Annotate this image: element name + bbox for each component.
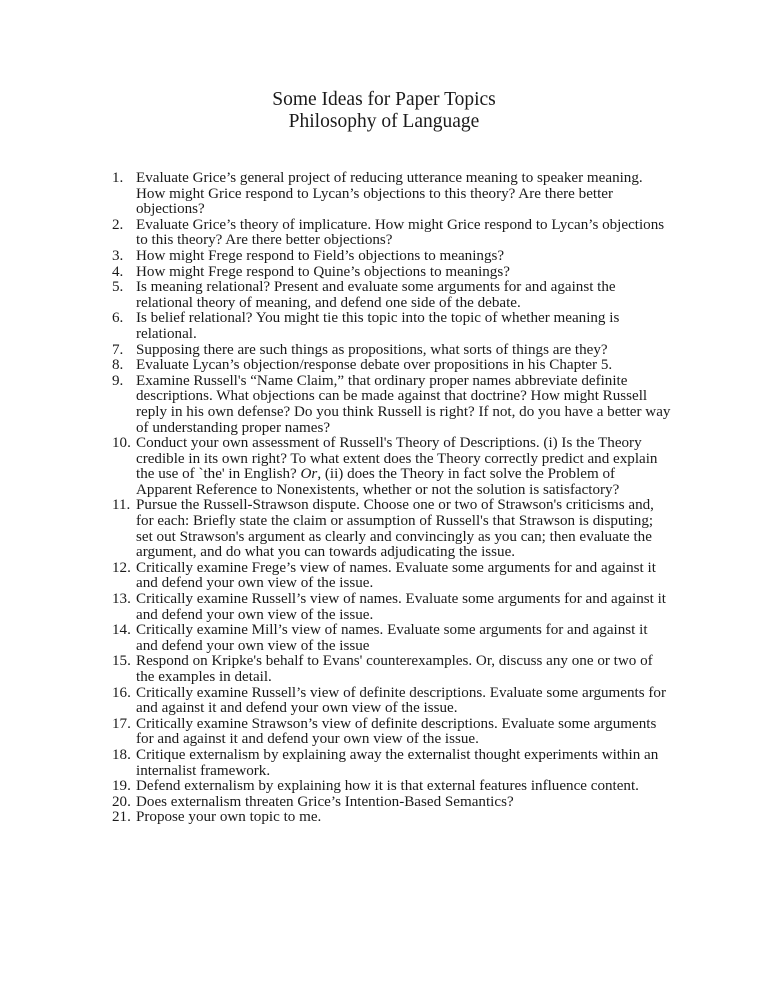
topic-item: [112, 249, 672, 265]
topic-text-part: , (ii) does the Theory in fact solve the Problem of Apparent Reference to Nonexistents, whether or not the solution is satisfactory?: [136, 466, 620, 498]
document-title: Some Ideas for Paper Topics: [272, 89, 496, 110]
topic-text: Evaluate Grice’s general project of reducing utterance meaning to speaker meaning. How might Grice respond to Lycan’s objections to this theory? Are there better objections?: [136, 170, 643, 218]
topic-text: Pursue the Russell-Strawson dispute. Choose one or two of Strawson's criticisms and, for each: Briefly state the claim or assumption of Russell's that Strawson is disputing; set out Strawson's argument as clearly and convincingly as you can; then evaluate the argument, and do what you can towards adjudicating the issue.: [136, 497, 654, 561]
title-block: [0, 89, 768, 133]
topic-number: 20.: [112, 793, 131, 810]
topic-text: Evaluate Lycan’s objection/response debate over propositions in his Chapter 5.: [136, 357, 613, 374]
topic-item: [112, 311, 672, 342]
topic-number: 18.: [112, 746, 131, 763]
topic-item: [112, 623, 672, 654]
topic-item: [112, 171, 672, 218]
topic-number: 16.: [112, 684, 131, 701]
topic-text: Critically examine Strawson’s view of definite descriptions. Evaluate some arguments for and against it and defend your own view of the issue.: [136, 715, 657, 748]
topic-number: 3.: [112, 247, 124, 264]
topic-item: [112, 436, 672, 498]
topic-item: [112, 686, 672, 717]
topic-item: [112, 358, 672, 374]
topic-list: [112, 171, 672, 826]
topic-number: 19.: [112, 778, 131, 795]
topic-number: 17.: [112, 715, 131, 732]
topic-text-emphasis: Or: [300, 466, 318, 483]
topic-item: [112, 498, 672, 560]
topic-number: 14.: [112, 622, 131, 639]
topic-number: 9.: [112, 372, 124, 389]
topic-number: 13.: [112, 591, 131, 608]
topic-text: Is belief relational? You might tie this topic into the topic of whether meaning is relational.: [136, 310, 620, 342]
document-subtitle: Philosophy of Language: [288, 111, 480, 132]
topic-number: 11.: [112, 497, 131, 514]
topic-text: How might Frege respond to Field’s objections to meanings?: [136, 247, 505, 264]
topic-number: 15.: [112, 653, 131, 670]
topic-text: Supposing there are such things as propositions, what sorts of things are they?: [136, 341, 608, 358]
topic-item: [112, 810, 672, 826]
topic-text: Examine Russell's “Name Claim,” that ordinary proper names abbreviate definite descriptions. What objections can be made against that doctrine? How might Russell reply in his own defense? Do you think Russell is right? If not, do you have a better way of understanding proper names?: [136, 372, 671, 436]
topic-text: Propose your own topic to me.: [136, 809, 322, 826]
topic-item: [112, 654, 672, 685]
topic-number: 8.: [112, 357, 124, 374]
topic-item: [112, 218, 672, 249]
topic-number: 21.: [112, 809, 131, 826]
topic-text: Does externalism threaten Grice’s Intention-Based Semantics?: [136, 793, 514, 810]
topic-item: [112, 779, 672, 795]
topic-item: [112, 561, 672, 592]
topic-item: [112, 748, 672, 779]
topic-text-part: Conduct your own assessment of Russell's Theory of Descriptions. (i) Is the Theory credible in its own right? To what extent does the Theory correctly predict and explain the use of `the' in English?: [136, 435, 658, 483]
topic-item: [112, 374, 672, 436]
topic-text: Is meaning relational? Present and evaluate some arguments for and against the relational theory of meaning, and defend one side of the debate.: [136, 279, 616, 311]
topic-number: 1.: [112, 170, 124, 186]
topic-text: Respond on Kripke's behalf to Evans' counterexamples. Or, discuss any one or two of the examples in detail.: [136, 653, 653, 685]
topic-number: 10.: [112, 435, 131, 452]
topic-item: [112, 280, 672, 311]
topic-number: 7.: [112, 341, 124, 358]
topic-number: 6.: [112, 310, 124, 327]
topic-text: [136, 436, 672, 498]
topic-item: [112, 265, 672, 281]
topic-item: [112, 343, 672, 359]
topic-text: Critically examine Russell’s view of names. Evaluate some arguments for and against it and defend your own view of the issue.: [136, 591, 666, 623]
topic-text: Evaluate Grice’s theory of implicature. How might Grice respond to Lycan’s objections to this theory? Are there better objections?: [136, 216, 665, 249]
topic-item: [112, 592, 672, 623]
topic-text: Critique externalism by explaining away the externalist thought experiments within an internalist framework.: [136, 746, 659, 779]
topic-item: [112, 717, 672, 748]
topic-number: 4.: [112, 263, 124, 280]
topic-text: Critically examine Russell’s view of definite descriptions. Evaluate some arguments for and against it and defend your own view of the issue.: [136, 684, 666, 717]
topic-item: [112, 795, 672, 811]
topic-text: Critically examine Frege’s view of names. Evaluate some arguments for and against it and defend your own view of the issue.: [136, 559, 656, 592]
topic-text: Defend externalism by explaining how it is that external features influence content.: [136, 778, 639, 795]
topic-number: 2.: [112, 216, 124, 233]
topic-number: 12.: [112, 559, 131, 576]
topic-text: Critically examine Mill’s view of names. Evaluate some arguments for and against it and defend your own view of the issue: [136, 622, 648, 654]
topic-number: 5.: [112, 279, 124, 296]
topic-text: How might Frege respond to Quine’s objections to meanings?: [136, 263, 510, 280]
